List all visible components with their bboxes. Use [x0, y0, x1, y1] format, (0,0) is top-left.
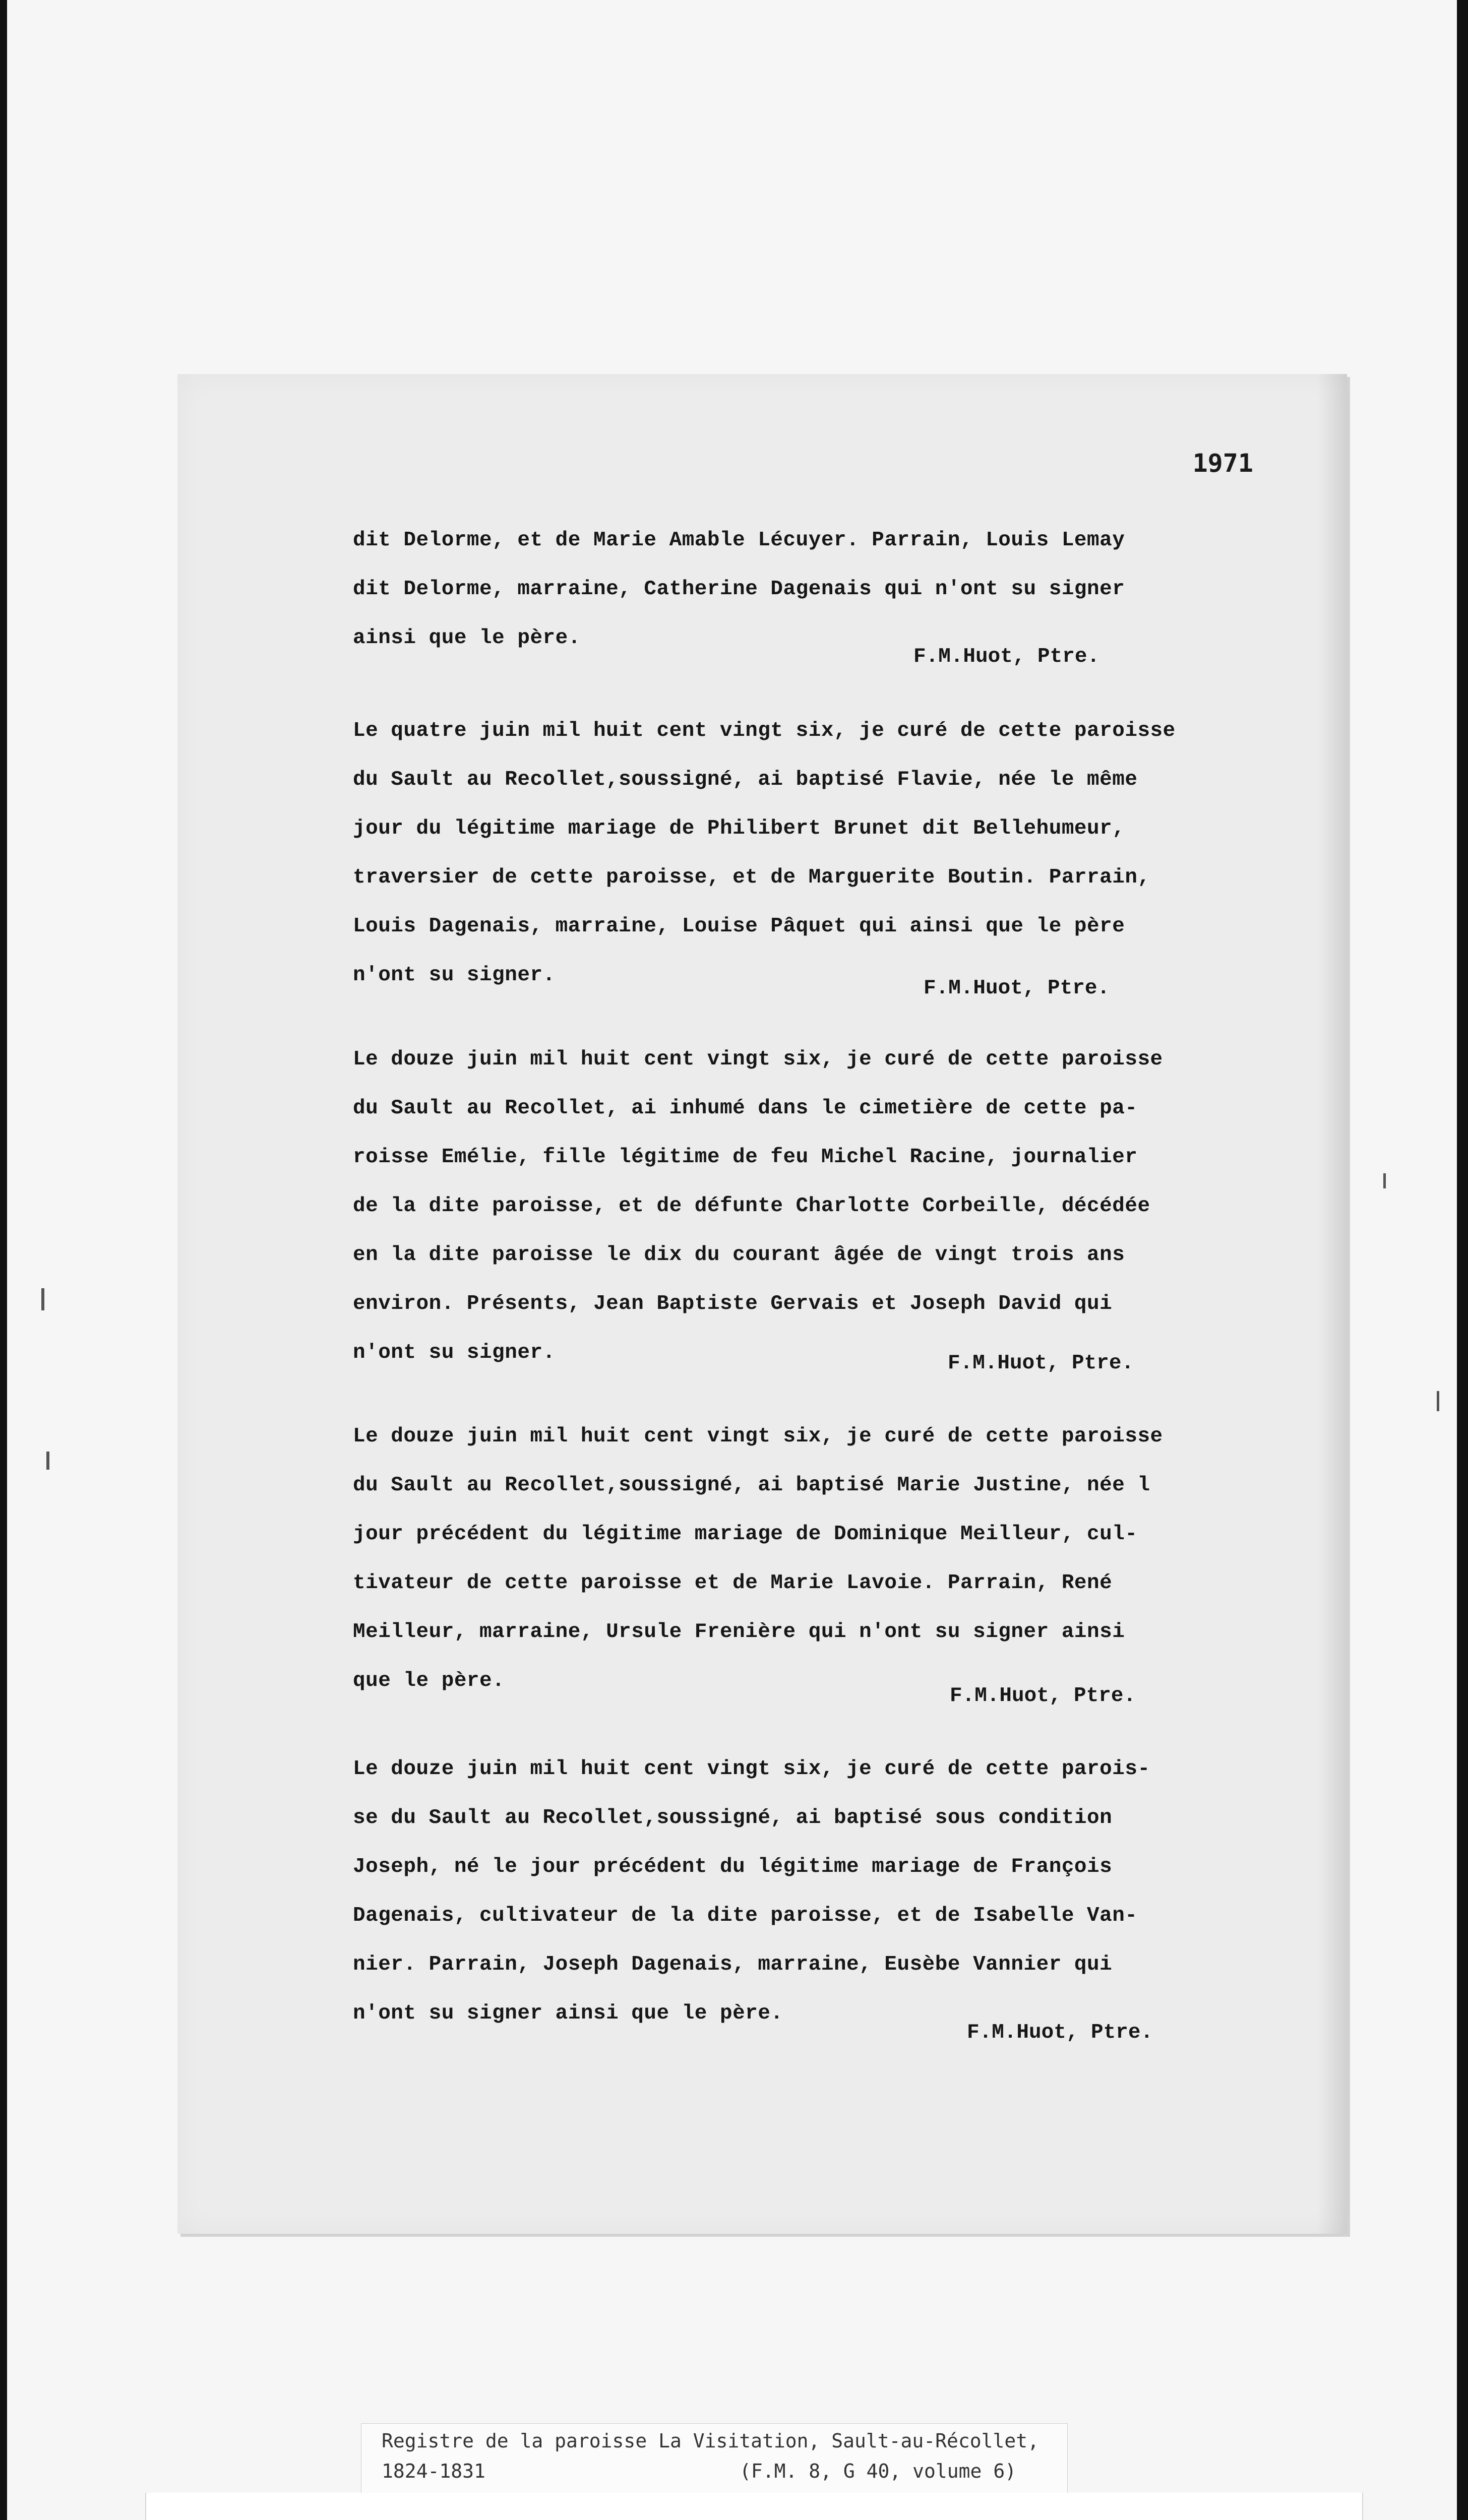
page-number: 1971	[1192, 449, 1253, 478]
entry-signature: F.M.Huot, Ptre.	[948, 1352, 1134, 1375]
film-scratch	[46, 1452, 49, 1470]
entry-line: Louis Dagenais, marraine, Louise Pâquet qui ainsi que le père	[353, 915, 1125, 938]
caption-line-1: Registre de la paroisse La Visitation, Sault-au-Récollet,	[382, 2430, 1039, 2452]
entry-line: Le douze juin mil huit cent vingt six, je curé de cette parois-	[353, 1757, 1150, 1781]
entry-line: roisse Emélie, fille légitime de feu Michel Racine, journalier	[353, 1146, 1138, 1169]
entry-line: que le père.	[353, 1669, 505, 1692]
register-page	[177, 374, 1347, 2234]
caption-volume: (F.M. 8, G 40, volume 6)	[740, 2460, 1017, 2482]
film-scratch	[1437, 1391, 1439, 1411]
entry-line: en la dite paroisse le dix du courant âgée de vingt trois ans	[353, 1243, 1125, 1267]
entry-line: traversier de cette paroisse, et de Marguerite Boutin. Parrain,	[353, 866, 1150, 889]
register-entry	[353, 1412, 1311, 1706]
register-entry	[353, 1035, 1311, 1377]
register-entry	[353, 1745, 1311, 2038]
entry-line: ainsi que le père.	[353, 626, 581, 650]
register-entry	[353, 516, 1311, 663]
register-entry	[353, 707, 1311, 1000]
film-edge-right	[1457, 0, 1468, 2520]
film-edge-left	[0, 0, 7, 2520]
entry-signature: F.M.Huot, Ptre.	[950, 1684, 1136, 1708]
entry-signature: F.M.Huot, Ptre.	[913, 645, 1100, 668]
entry-line: n'ont su signer.	[353, 964, 556, 987]
entry-line: environ. Présents, Jean Baptiste Gervais et Joseph David qui	[353, 1292, 1113, 1315]
film-scratch	[1383, 1173, 1386, 1188]
entry-line: Le douze juin mil huit cent vingt six, je curé de cette paroisse	[353, 1425, 1163, 1448]
entry-line: de la dite paroisse, et de défunte Charlotte Corbeille, décédée	[353, 1194, 1150, 1218]
entry-signature: F.M.Huot, Ptre.	[924, 977, 1110, 1000]
entry-line: du Sault au Recollet,soussigné, ai baptisé Marie Justine, née l	[353, 1474, 1150, 1497]
entry-line: Joseph, né le jour précédent du légitime mariage de François	[353, 1855, 1113, 1878]
entry-line: tivateur de cette paroisse et de Marie Lavoie. Parrain, René	[353, 1571, 1113, 1595]
entry-line: Le quatre juin mil huit cent vingt six, je curé de cette paroisse	[353, 719, 1176, 742]
entry-line: du Sault au Recollet, ai inhumé dans le cimetière de cette pa-	[353, 1097, 1138, 1120]
entry-line: jour du légitime mariage de Philibert Brunet dit Bellehumeur,	[353, 817, 1125, 840]
public-archives-label	[145, 2493, 1363, 2520]
entry-line: n'ont su signer ainsi que le père.	[353, 2002, 783, 2025]
entry-line: n'ont su signer.	[353, 1341, 556, 1364]
entry-signature: F.M.Huot, Ptre.	[967, 2021, 1153, 2044]
entry-line: dit Delorme, marraine, Catherine Dagenais qui n'ont su signer	[353, 578, 1125, 601]
entry-line: Dagenais, cultivateur de la dite paroisse, et de Isabelle Van-	[353, 1904, 1138, 1927]
entry-line: se du Sault au Recollet,soussigné, ai baptisé sous condition	[353, 1806, 1113, 1830]
entry-line: nier. Parrain, Joseph Dagenais, marraine, Eusèbe Vannier qui	[353, 1953, 1113, 1976]
entry-line: Le douze juin mil huit cent vingt six, je curé de cette paroisse	[353, 1048, 1163, 1071]
caption-years: 1824-1831	[382, 2460, 485, 2482]
entry-line: du Sault au Recollet,soussigné, ai baptisé Flavie, née le même	[353, 768, 1138, 791]
entry-line: jour précédent du légitime mariage de Dominique Meilleur, cul-	[353, 1523, 1138, 1546]
entry-line: dit Delorme, et de Marie Amable Lécuyer. Parrain, Louis Lemay	[353, 529, 1125, 552]
page-edge-shadow	[1317, 374, 1347, 2234]
entry-line: Meilleur, marraine, Ursule Frenière qui n'ont su signer ainsi	[353, 1620, 1125, 1644]
archive-reference-caption	[361, 2423, 1068, 2494]
film-scratch	[41, 1288, 44, 1310]
